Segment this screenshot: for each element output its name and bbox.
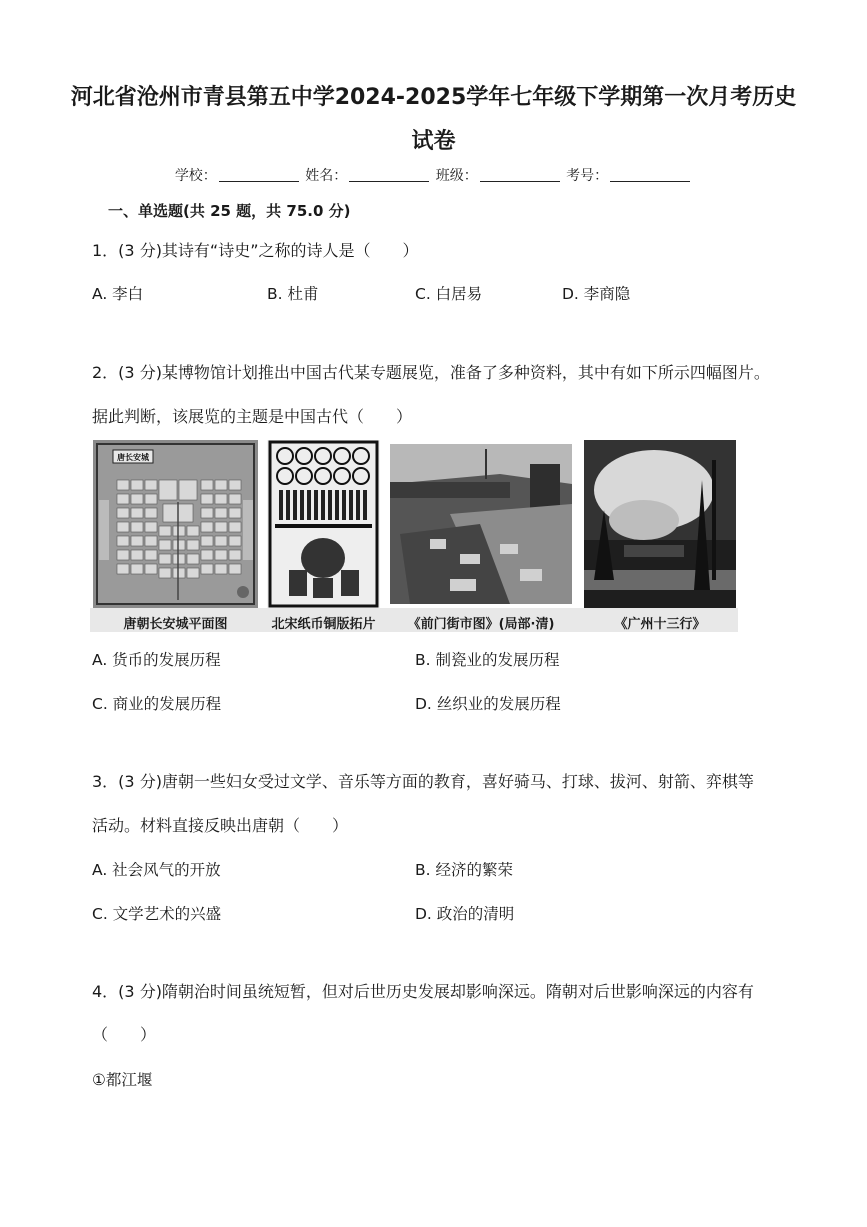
question-1-stem: 1．(3 分)其诗有“诗史”之称的诗人是（ ）	[92, 241, 419, 260]
section-heading: 一、单选题(共 25 题，共 75.0 分)	[108, 202, 351, 220]
name-label: 姓名：	[305, 168, 348, 184]
question-2-stem-line2: 据此判断，该展览的主题是中国古代（ ）	[92, 407, 413, 426]
q3-option-c[interactable]: C. 文学艺术的兴盛	[92, 905, 222, 923]
q2-option-c[interactable]: C. 商业的发展历程	[92, 695, 222, 713]
student-info-line	[0, 165, 867, 185]
q1-option-d[interactable]: D. 李商隐	[562, 285, 631, 303]
caption-qianmen-street: 《前门街市图》(局部·清)	[407, 617, 555, 632]
caption-changan-map: 唐朝长安城平面图	[123, 617, 228, 632]
school-label: 学校：	[174, 168, 217, 184]
q1-option-a[interactable]: A. 李白	[92, 285, 144, 303]
class-label: 班级：	[435, 168, 478, 184]
question-3-stem-line1: 3．(3 分)唐朝一些妇女受过文学、音乐等方面的教育，喜好骑马、打球、拔河、射箭、弈棋等	[92, 772, 754, 791]
name-field[interactable]	[349, 181, 429, 182]
exam-number-label: 考号：	[566, 168, 609, 184]
changan-map-image	[93, 440, 258, 608]
q2-option-b[interactable]: B. 制瓷业的发展历程	[415, 651, 560, 669]
guangzhou-thirteen-hongs-image	[584, 440, 736, 608]
school-field[interactable]	[219, 181, 299, 182]
question-4-stem-line2: （ ）	[92, 1025, 157, 1044]
question-4-stem-line1: 4．(3 分)隋朝治时间虽统短暂，但对后世历史发展却影响深远。隋朝对后世影响深远的内容有	[92, 982, 754, 1001]
q4-item-1: ①都江堰	[92, 1071, 153, 1089]
map-title-label: 唐长安城	[117, 453, 149, 462]
class-field[interactable]	[480, 181, 560, 182]
qianmen-street-image	[390, 444, 572, 604]
page-title: 河北省沧州市青县第五中学2024-2025学年七年级下学期第一次月考历史	[70, 85, 797, 110]
question-2-stem-line1: 2．(3 分)某博物馆计划推出中国古代某专题展览，准备了多种资料，其中有如下所示四幅图片。	[92, 363, 770, 382]
caption-song-paper-money: 北宋纸币铜版拓片	[271, 617, 376, 632]
q1-option-c[interactable]: C. 白居易	[415, 285, 483, 303]
q3-option-b[interactable]: B. 经济的繁荣	[415, 861, 513, 879]
q2-option-a[interactable]: A. 货币的发展历程	[92, 651, 221, 669]
q2-option-d[interactable]: D. 丝织业的发展历程	[415, 695, 561, 713]
q1-option-b[interactable]: B. 杜甫	[267, 285, 319, 303]
page-title-continued: 试卷	[411, 129, 456, 154]
caption-guangzhou-thirteen-hongs: 《广州十三行》	[614, 617, 706, 632]
question-3-stem-line2: 活动。材料直接反映出唐朝（ ）	[92, 816, 349, 835]
q3-option-d[interactable]: D. 政治的清明	[415, 905, 515, 923]
exam-number-field[interactable]	[610, 181, 690, 182]
q3-option-a[interactable]: A. 社会风气的开放	[92, 861, 221, 879]
song-paper-money-image	[267, 440, 380, 608]
